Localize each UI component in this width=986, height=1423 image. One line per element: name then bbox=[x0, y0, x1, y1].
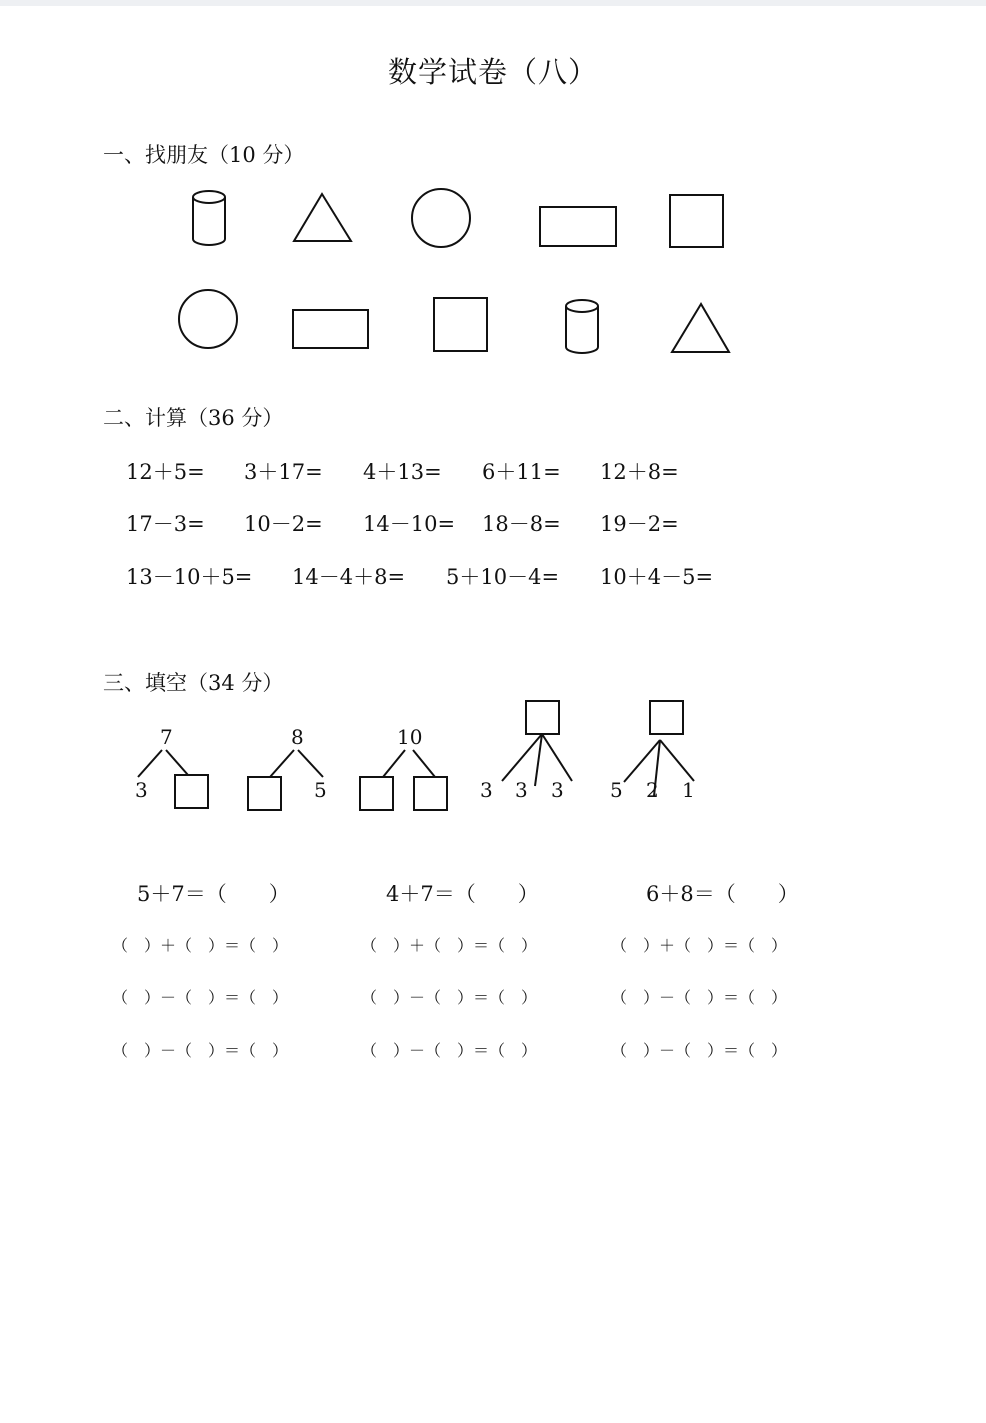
tree-bottom-number: 1 bbox=[682, 778, 695, 802]
tree-right-number: 5 bbox=[314, 778, 327, 802]
fill-in-addition: （ ）＋（ ）＝（ ） bbox=[112, 936, 289, 955]
answer-box bbox=[526, 701, 559, 734]
page-title: 数学试卷（八） bbox=[387, 55, 598, 89]
fill-in-subtraction: （ ）－（ ）＝（ ） bbox=[361, 1041, 538, 1060]
tree-top-number: 8 bbox=[291, 725, 304, 749]
fill-in-subtraction: （ ）－（ ）＝（ ） bbox=[112, 1041, 289, 1060]
equation: 6＋11= bbox=[482, 460, 561, 484]
tree-left-number: 3 bbox=[135, 778, 148, 802]
sum-question: 5＋7＝（ ） bbox=[137, 882, 290, 906]
cylinder-icon bbox=[566, 300, 598, 353]
tree-top-number: 10 bbox=[397, 725, 423, 749]
equation: 3＋17= bbox=[244, 460, 323, 484]
section-2-heading: 二、计算（36 分） bbox=[103, 406, 284, 430]
equation: 4＋13= bbox=[363, 460, 442, 484]
equation: 17－3= bbox=[126, 512, 205, 536]
fill-in-subtraction: （ ）－（ ）＝（ ） bbox=[611, 1041, 788, 1060]
answer-box bbox=[248, 777, 281, 810]
answer-box bbox=[175, 775, 208, 808]
triangle-icon bbox=[672, 304, 729, 352]
equation: 10－2= bbox=[244, 512, 323, 536]
fill-in-addition: （ ）＋（ ）＝（ ） bbox=[611, 936, 788, 955]
circle-icon bbox=[412, 189, 470, 247]
sum-question: 6＋8＝（ ） bbox=[646, 882, 799, 906]
fill-in-subtraction: （ ）－（ ）＝（ ） bbox=[112, 988, 289, 1007]
triangle-icon bbox=[294, 194, 351, 241]
tree-bottom-number: 2 bbox=[646, 778, 659, 802]
cylinder-icon bbox=[193, 191, 225, 245]
number-tree-4 bbox=[502, 701, 572, 786]
rectangle-icon bbox=[540, 207, 616, 246]
tree-bottom-number: 3 bbox=[480, 778, 493, 802]
square-icon bbox=[670, 195, 723, 247]
tree-bottom-number: 5 bbox=[610, 778, 623, 802]
number-tree-3 bbox=[360, 750, 447, 810]
equation: 12＋8= bbox=[600, 460, 679, 484]
rectangle-icon bbox=[293, 310, 368, 348]
equation: 13－10＋5= bbox=[126, 565, 253, 589]
equation: 14－10= bbox=[363, 512, 456, 536]
circle-icon bbox=[179, 290, 237, 348]
fill-in-subtraction: （ ）－（ ）＝（ ） bbox=[361, 988, 538, 1007]
tree-bottom-number: 3 bbox=[551, 778, 564, 802]
fill-in-subtraction: （ ）－（ ）＝（ ） bbox=[611, 988, 788, 1007]
answer-box bbox=[414, 777, 447, 810]
section-1-heading: 一、找朋友（10 分） bbox=[103, 143, 305, 167]
square-icon bbox=[434, 298, 487, 351]
answer-box bbox=[650, 701, 683, 734]
answer-box bbox=[360, 777, 393, 810]
number-tree-1 bbox=[138, 750, 208, 808]
tree-top-number: 7 bbox=[160, 725, 173, 749]
equation: 12＋5= bbox=[126, 460, 205, 484]
number-tree-2 bbox=[248, 750, 323, 810]
equation: 18－8= bbox=[482, 512, 561, 536]
sum-question: 4＋7＝（ ） bbox=[386, 882, 539, 906]
equation: 10＋4－5= bbox=[600, 565, 714, 589]
equation: 14－4＋8= bbox=[292, 565, 406, 589]
tree-bottom-number: 3 bbox=[515, 778, 528, 802]
equation: 5＋10－4= bbox=[446, 565, 560, 589]
equation: 19－2= bbox=[600, 512, 679, 536]
section-3-heading: 三、填空（34 分） bbox=[103, 671, 284, 695]
fill-in-addition: （ ）＋（ ）＝（ ） bbox=[361, 936, 538, 955]
